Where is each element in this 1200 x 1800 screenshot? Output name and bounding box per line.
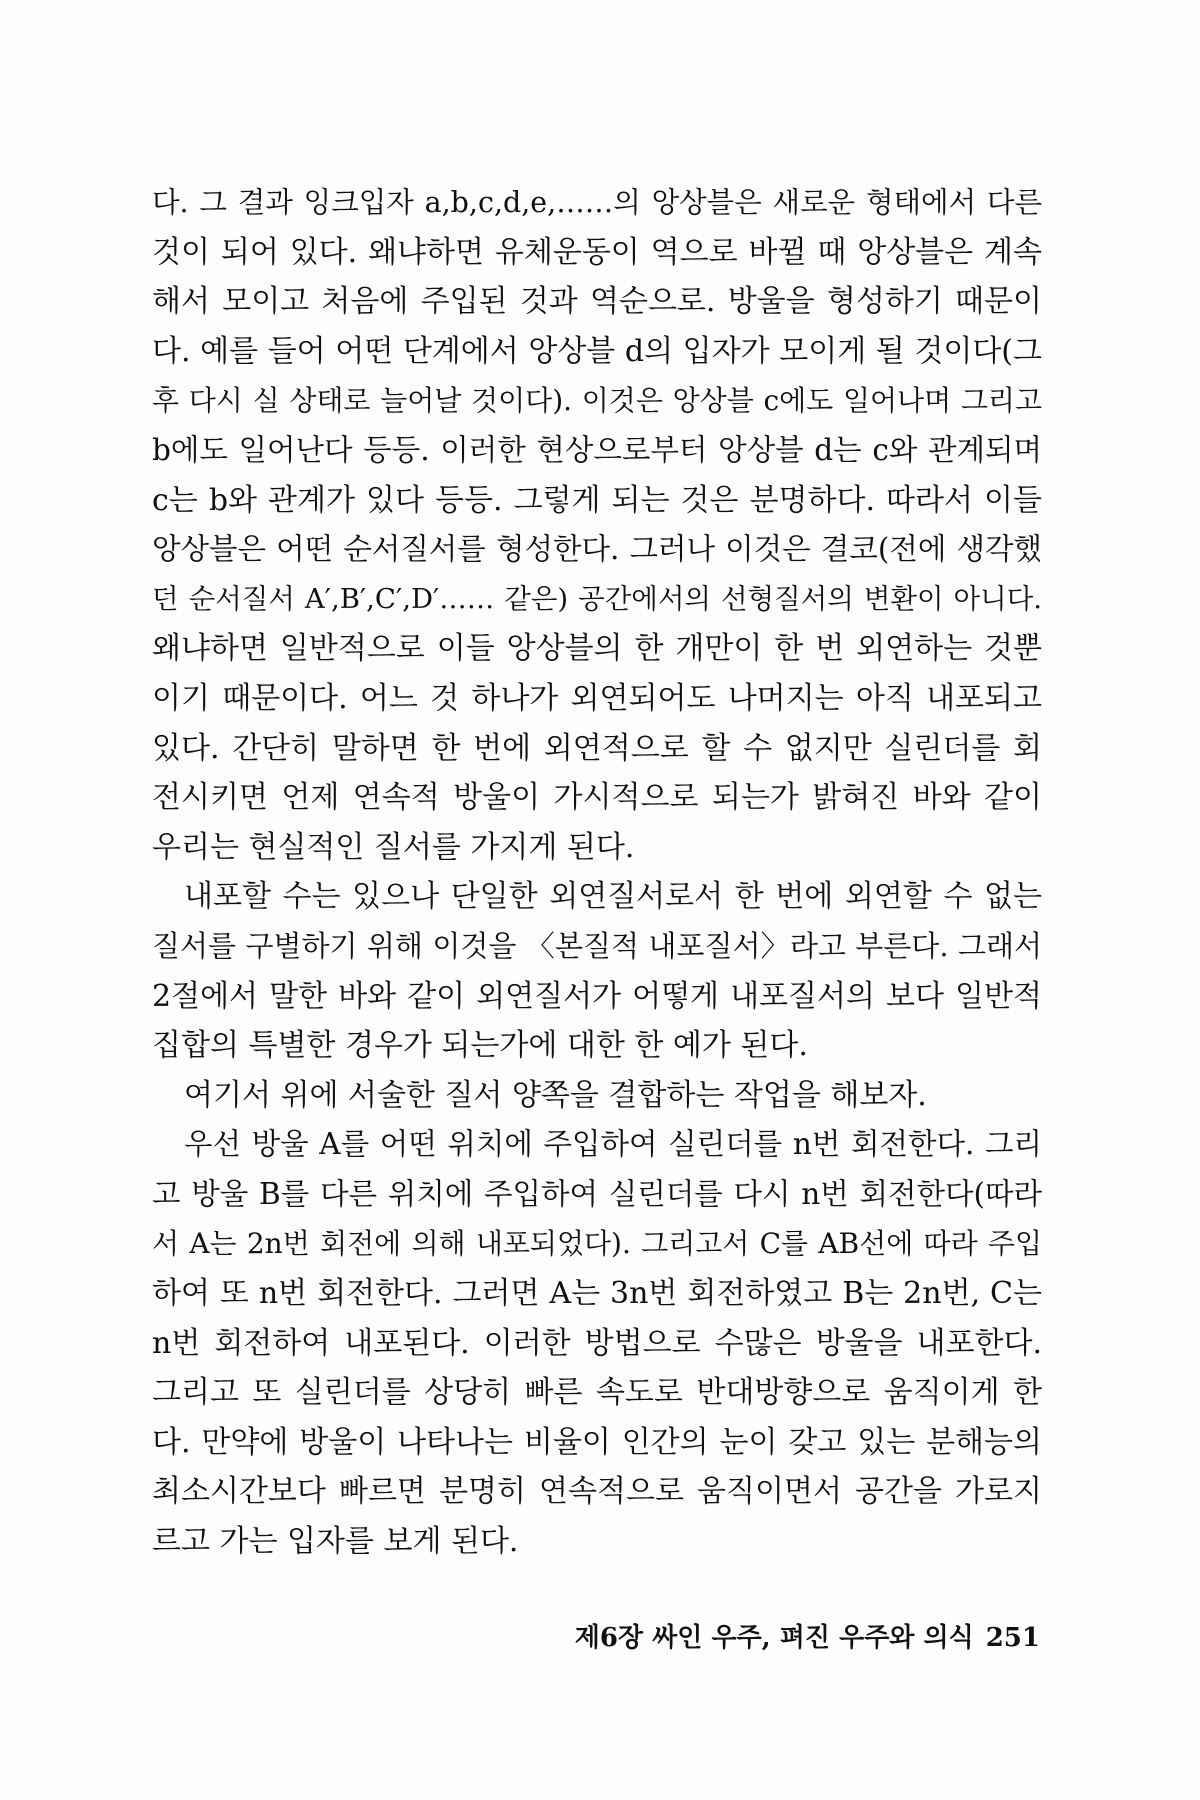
text-line: c는 b와 관계가 있다 등등. 그렇게 되는 것은 분명하다. 따라서 이들 [152, 482, 1042, 518]
text-line: 하여 또 n번 회전한다. 그러면 A는 3n번 회전하였고 B는 2n번, C는 [152, 1276, 1042, 1312]
text-line: 최소시간보다 빠르면 분명히 연속적으로 움직이면서 공간을 가로지 [152, 1474, 1042, 1510]
text-line: b에도 일어난다 등등. 이러한 현상으로부터 앙상블 d는 c와 관계되며 [152, 432, 1042, 467]
text-line: 던 순서질서 A′,B′,C′,D′…… 같은) 공간에서의 선형질서의 변환이 아니다. [152, 582, 1042, 615]
text-line: 앙상블은 어떤 순서질서를 형성한다. 그러나 이것은 결코(전에 생각했 [152, 532, 1042, 567]
text-line: 2절에서 말한 바와 같이 외연질서가 어떻게 내포질서의 보다 일반적 [152, 978, 1042, 1014]
text-line: 고 방울 B를 다른 위치에 주입하여 실린더를 다시 n번 회전한다(따라 [152, 1176, 1042, 1211]
text-line: 해서 모이고 처음에 주입된 것과 역순으로. 방울을 형성하기 때문이 [152, 284, 1042, 320]
page-footer [575, 1617, 1040, 1654]
text-line: 그리고 또 실린더를 상당히 빠른 속도로 반대방향으로 움직이게 한 [152, 1375, 1042, 1411]
body-text [152, 178, 1042, 1567]
text-line: 여기서 위에 서술한 질서 양쪽을 결합하는 작업을 해보자. [184, 1077, 927, 1113]
text-line: 우선 방울 A를 어떤 위치에 주입하여 실린더를 n번 회전한다. 그리 [184, 1127, 1042, 1162]
text-line: 질서를 구별하기 위해 이것을 〈본질적 내포질서〉라고 부른다. 그래서 [152, 928, 1042, 963]
text-line: n번 회전하여 내포된다. 이러한 방법으로 수많은 방울을 내포한다. [152, 1325, 1042, 1361]
text-line: 후 다시 실 상태로 늘어날 것이다). 이것은 앙상블 c에도 일어나며 그리고 [152, 384, 1042, 418]
text-line: 내포할 수는 있으나 단일한 외연질서로서 한 번에 외연할 수 없는 [184, 879, 1042, 915]
text-line: 다. 예를 들어 어떤 단계에서 앙상블 d의 입자가 모이게 될 것이다(그 [152, 333, 1042, 369]
text-line: 것이 되어 있다. 왜냐하면 유체운동이 역으로 바뀔 때 앙상블은 계속 [152, 234, 1042, 270]
text-line: 전시키면 언제 연속적 방울이 가시적으로 되는가 밝혀진 바와 같이 [152, 780, 1042, 816]
text-line: 다. 만약에 방울이 나타나는 비율이 인간의 눈이 갖고 있는 분해능의 [152, 1424, 1042, 1460]
page-number: 251 [985, 1623, 1040, 1653]
text-line: 다. 그 결과 잉크입자 a,b,c,d,e,……의 앙상블은 새로운 형태에서 다른 [152, 186, 1042, 219]
text-line: 르고 가는 입자를 보게 된다. [152, 1524, 519, 1560]
text-line: 집합의 특별한 경우가 되는가에 대한 한 예가 된다. [152, 1028, 808, 1064]
text-line: 왜냐하면 일반적으로 이들 앙상블의 한 개만이 한 번 외연하는 것뿐 [152, 631, 1042, 667]
text-line: 서 A는 2n번 회전에 의해 내포되었다). 그리고서 C를 AB선에 따라 주입 [152, 1227, 1042, 1261]
chapter-title: 제6장 싸인 우주, 펴진 우주와 의식 [574, 1623, 974, 1653]
text-line: 우리는 현실적인 질서를 가지게 된다. [152, 829, 635, 865]
text-line: 있다. 간단히 말하면 한 번에 외연적으로 할 수 없지만 실린더를 회 [152, 730, 1042, 766]
text-line: 이기 때문이다. 어느 것 하나가 외연되어도 나머지는 아직 내포되고 [152, 680, 1042, 716]
